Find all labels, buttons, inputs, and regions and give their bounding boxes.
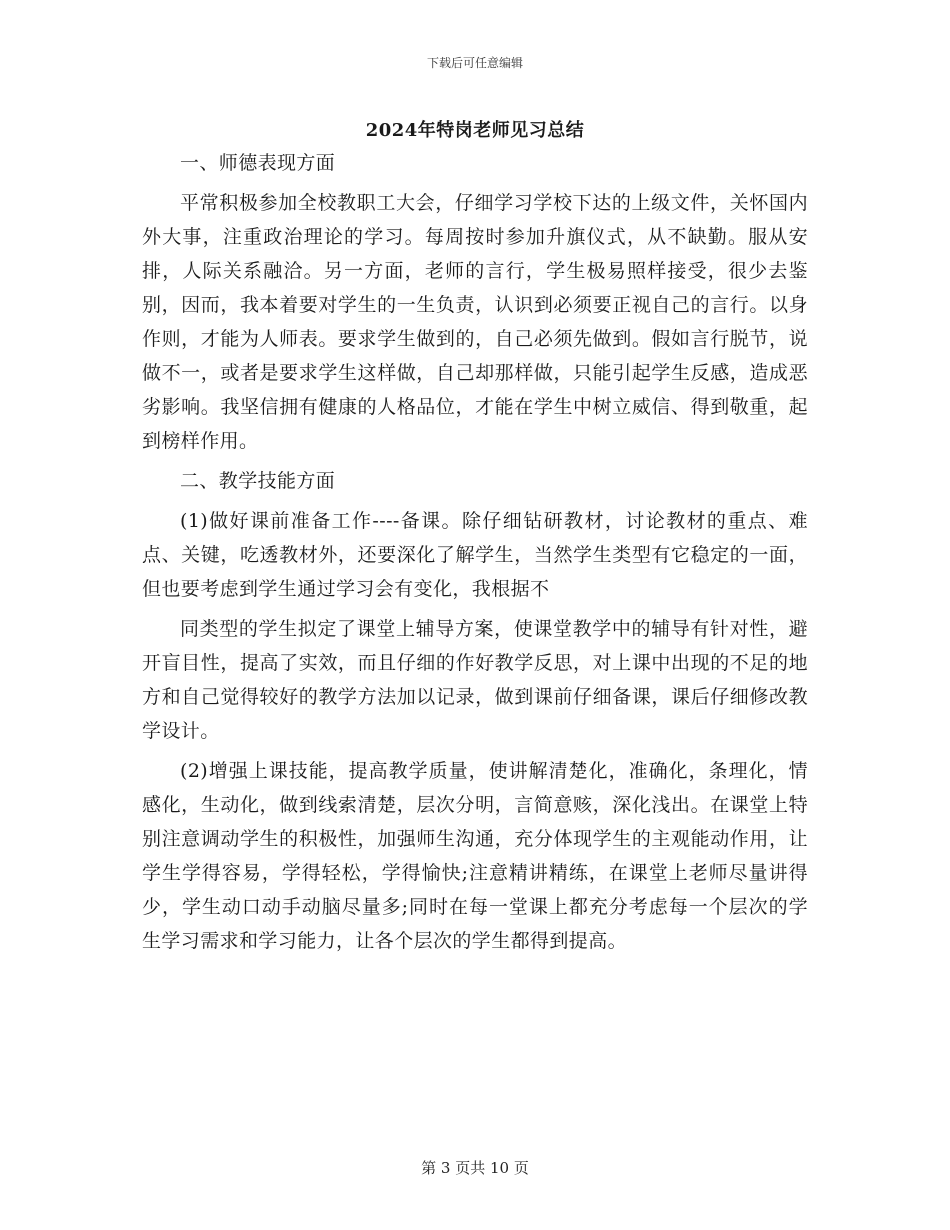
document-title: 2024年特岗老师见习总结 <box>365 120 585 141</box>
document-body <box>142 146 808 964</box>
page-header-note: 下载后可任意编辑 <box>426 56 523 70</box>
paragraph-ethics: 平常积极参加全校教职工大会，仔细学习学校下达的上级文件，关怀国内外大事，注重政治理论的学习。每周按时参加升旗仪式，从不缺勤。服从安排，人际关系融洽。另一方面，老师的言行，学生极易照样接受，很少去鉴别，因而，我本着要对学生的一生负责，认识到必须要正视自己的言行。以身作则，才能为人师表。要求学生做到的，自己必须先做到。假如言行脱节，说做不一，或者是要求学生这样做，自己却那样做，只能引起学生反感，造成恶劣影响。我坚信拥有健康的人格品位，才能在学生中树立威信、得到敬重，起到榜样作用。 <box>142 192 808 452</box>
paragraph-classroom-skills: (2)增强上课技能，提高教学质量，使讲解清楚化，准确化，条理化，情感化，生动化，做到线索清楚，层次分明，言简意赅，深化浅出。在课堂上特别注意调动学生的积极性，加强师生沟通，充分体现学生的主观能动作用，让学生学得容易，学得轻松，学得愉快;注意精讲精练，在课堂上老师尽量讲得少，学生动口动手动脑尽量多;同时在每一堂课上都充分考虑每一个层次的学生学习需求和学习能力，让各个层次的学生都得到提高。 <box>142 760 808 952</box>
section-heading-ethics: 一、师德表现方面 <box>180 152 336 174</box>
paragraph-lesson-prep-continued: 同类型的学生拟定了课堂上辅导方案，使课堂教学中的辅导有针对性，避开盲目性，提高了实效，而且仔细的作好教学反思，对上课中出现的不足的地方和自己觉得较好的教学方法加以记录，做到课前仔细备课，课后仔细修改教学设计。 <box>142 618 808 742</box>
section-heading-teaching-skills: 二、教学技能方面 <box>180 470 336 492</box>
paragraph-lesson-prep: (1)做好课前准备工作----备课。除仔细钻研教材，讨论教材的重点、难点、关键，吃透教材外，还要深化了解学生，当然学生类型有它稳定的一面，但也要考虑到学生通过学习会有变化，我根据不 <box>142 510 808 600</box>
page-number: 第 3 页共 10 页 <box>421 1159 529 1177</box>
